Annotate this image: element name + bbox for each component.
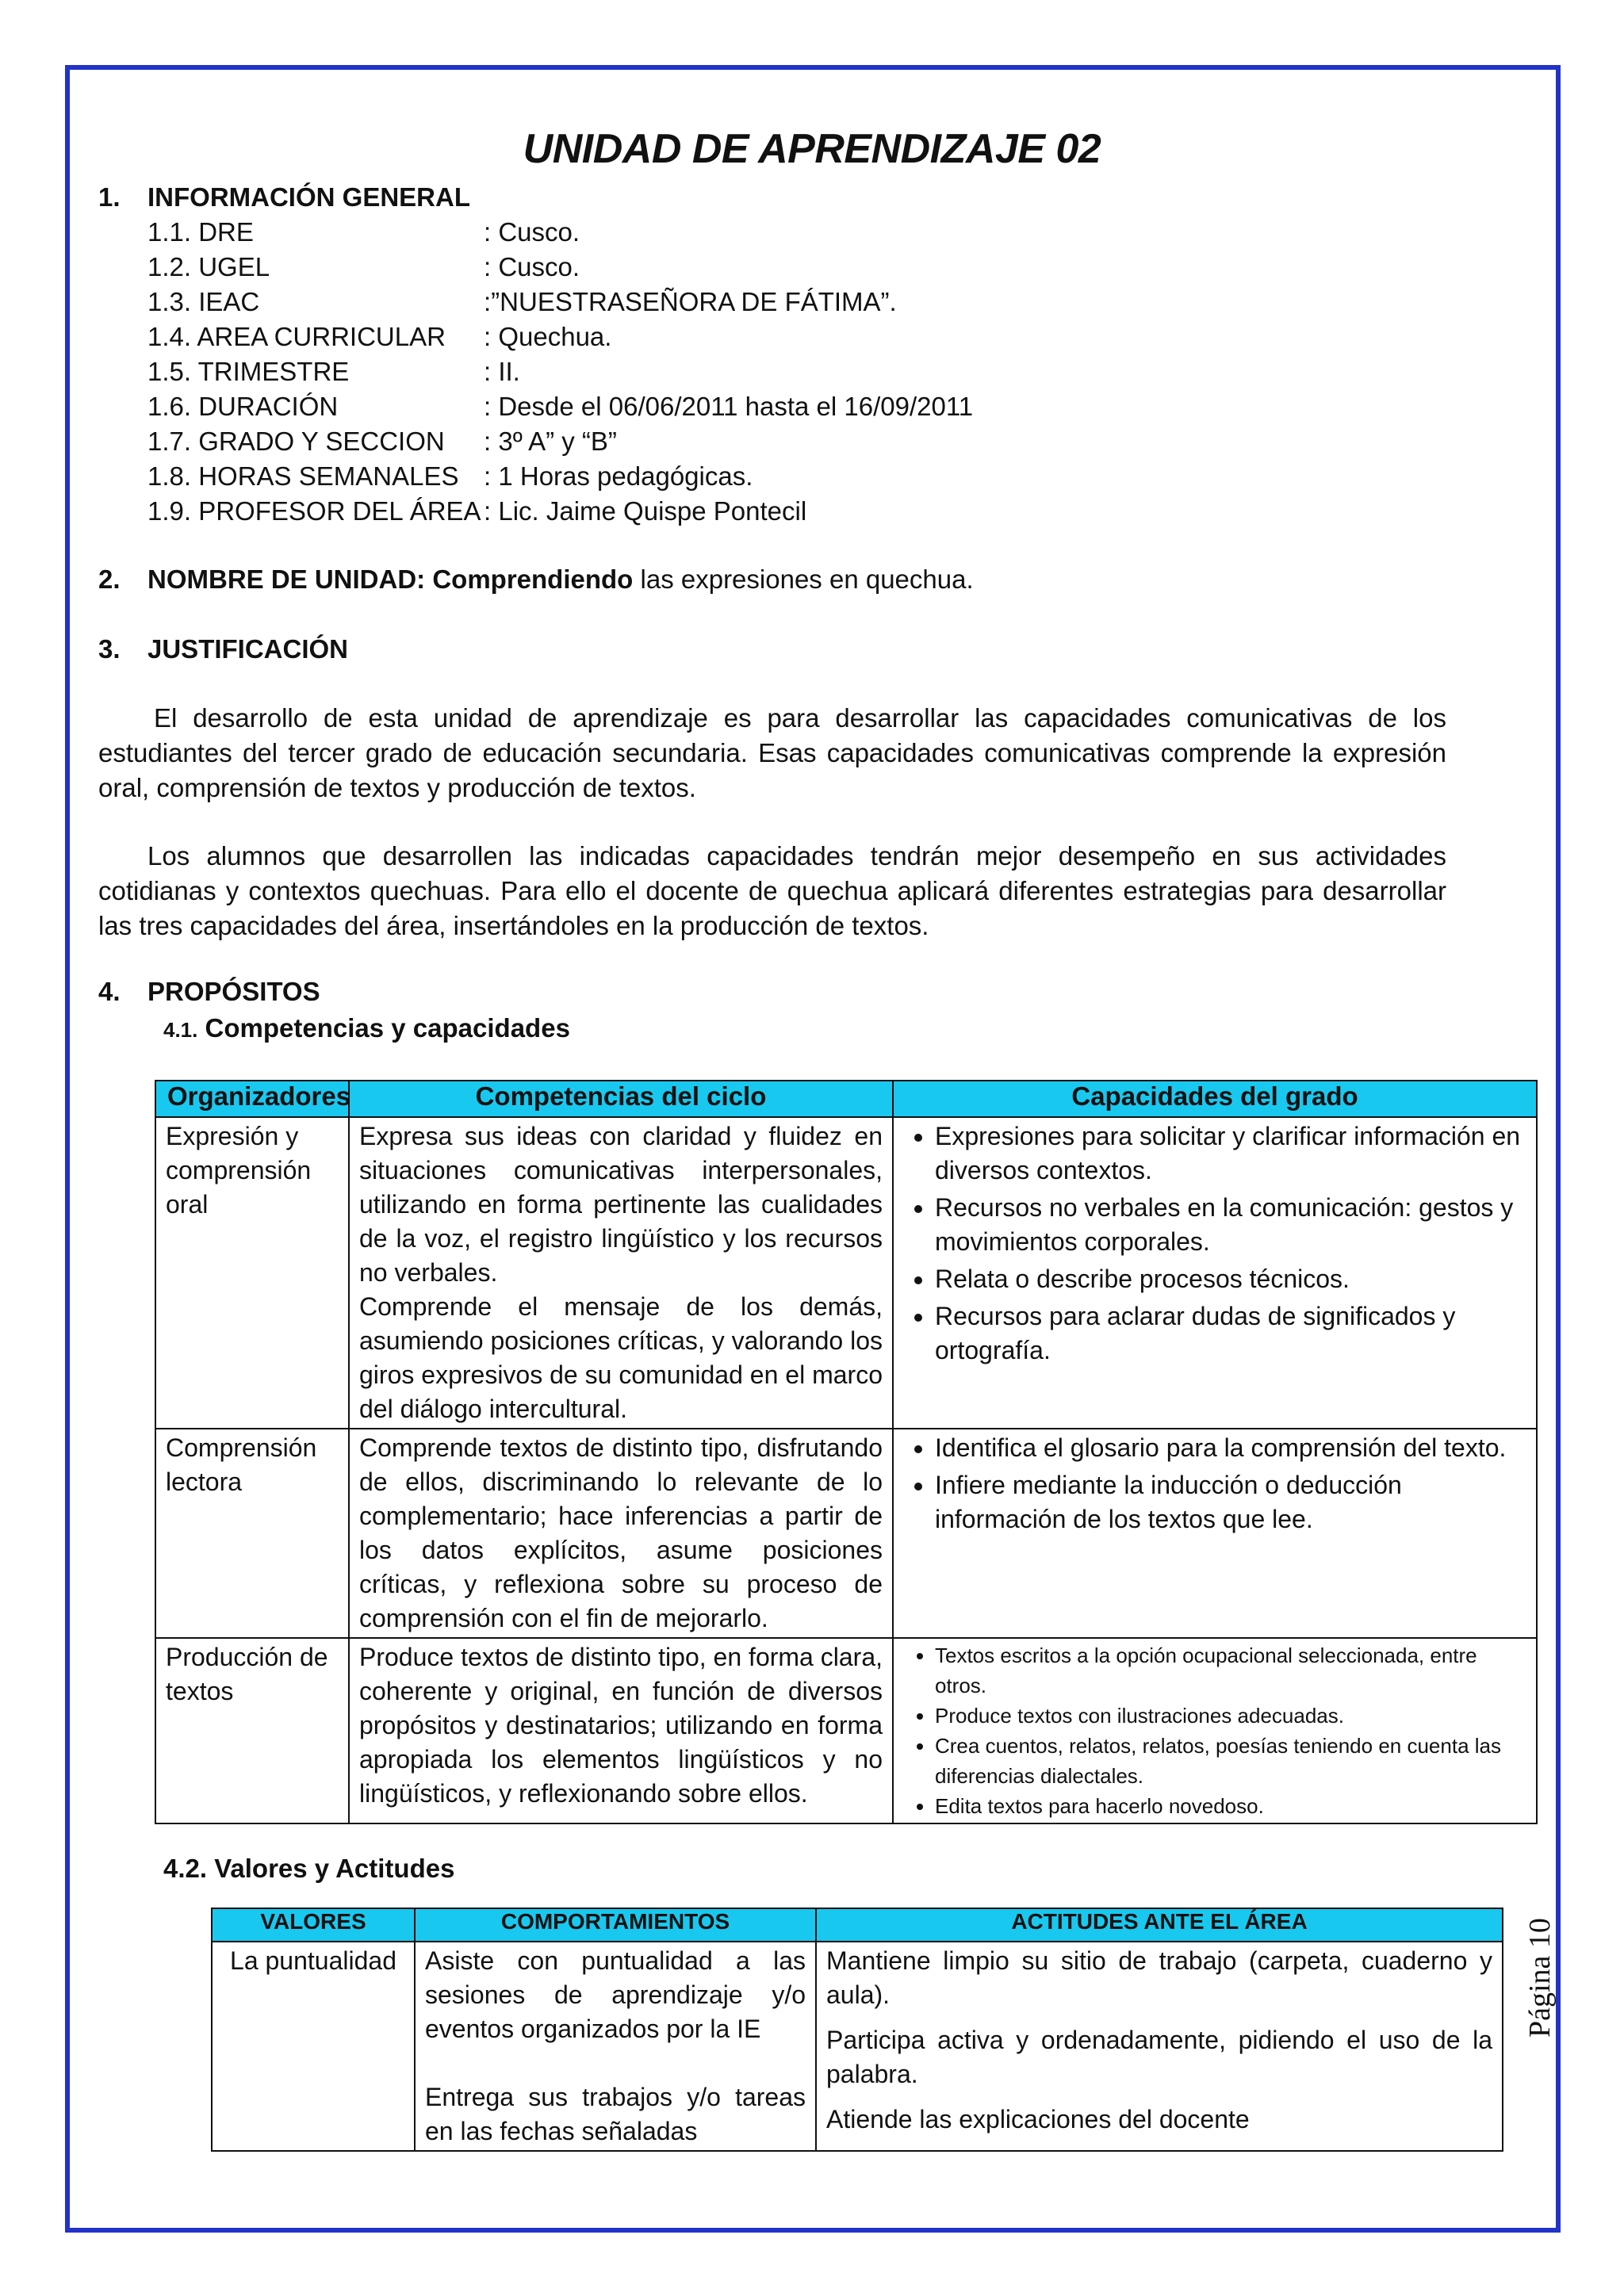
section-2-unit-name: 2. NOMBRE DE UNIDAD: Comprendiendo las expresiones en quechua. xyxy=(98,564,974,594)
table-row xyxy=(212,1942,1503,2151)
header-comportamientos: COMPORTAMIENTOS xyxy=(415,1908,816,1942)
list-item: • Edita textos para hacerlo novedoso. xyxy=(935,1791,1526,1821)
capacities-cell xyxy=(893,1117,1537,1429)
capacities-cell xyxy=(893,1429,1537,1638)
header-capacidades: Capacidades del grado xyxy=(893,1081,1537,1117)
page-title: UNIDAD DE APRENDIZAJE 02 xyxy=(523,126,1101,172)
table-row xyxy=(155,1117,1537,1429)
list-item: • Infiere mediante la inducción o deducción información de los textos que lee. xyxy=(935,1468,1526,1536)
header-competencias: Competencias del ciclo xyxy=(349,1081,893,1117)
table-row xyxy=(155,1429,1537,1638)
competency-cell: Comprende textos de distinto tipo, disfrutando de ellos, discriminando lo relevante de lo complementario; hace inferencias a partir de los datos explícitos, asume posiciones críticas, y reflexiona sobre su proceso de comprensión con el fin de mejorarlo. xyxy=(349,1429,893,1638)
page-number: Página 10 xyxy=(1523,1918,1557,2038)
table-row xyxy=(155,1638,1537,1823)
subsection-4-1-title: 4.1. Competencias y capacidades xyxy=(163,1013,570,1043)
list-item: • Identifica el glosario para la comprensión del texto. xyxy=(935,1431,1526,1465)
value-cell: La puntualidad xyxy=(212,1942,415,2151)
list-item: • Textos escritos a la opción ocupacional seleccionada, entre otros. xyxy=(935,1640,1526,1701)
competency-cell: Produce textos de distinto tipo, en forma clara, coherente y original, en función de diversos propósitos y destinatarios; utilizando en forma apropiada los elementos lingüísticos y no lingüísticos, y reflexionando sobre ellos. xyxy=(349,1638,893,1823)
justification-paragraph-1: El desarrollo de esta unidad de aprendizaje es para desarrollar las capacidades comunicativas de los estudiantes del tercer grado de educación secundaria. Esas capacidades comunicativas comprende la expresión oral, comprensión de textos y producción de textos. xyxy=(98,703,1446,802)
competencies-table xyxy=(155,1080,1538,1824)
section-4-heading: 4. PROPÓSITOS xyxy=(98,977,320,1006)
header-organizadores: Organizadores xyxy=(155,1081,349,1117)
behaviour-cell: Asiste con puntualidad a las sesiones de aprendizaje y/o eventos organizados por la IE Entrega sus trabajos y/o tareas en las fechas señaladas xyxy=(415,1942,816,2151)
list-item: • Expresiones para solicitar y clarificar información en diversos contextos. xyxy=(935,1119,1526,1188)
organizer-cell: Expresión y comprensión oral xyxy=(155,1117,349,1429)
list-item: • Produce textos con ilustraciones adecuadas. xyxy=(935,1701,1526,1731)
competencies-table-header xyxy=(155,1081,1537,1117)
list-item: • Recursos para aclarar dudas de significados y ortografía. xyxy=(935,1299,1526,1368)
capacities-cell xyxy=(893,1638,1537,1823)
header-valores: VALORES xyxy=(212,1908,415,1942)
subsection-4-2-title: 4.2. Valores y Actitudes xyxy=(163,1854,455,1883)
values-table-header xyxy=(212,1908,1503,1942)
organizer-cell: Comprensión lectora xyxy=(155,1429,349,1638)
attitude-cell: Mantiene limpio su sitio de trabajo (carpeta, cuaderno y aula). Participa activa y ordenadamente, pidiendo el uso de la palabra. Atiende las explicaciones del docente xyxy=(816,1942,1503,2151)
header-actitudes: ACTITUDES ANTE EL ÁREA xyxy=(816,1908,1503,1942)
list-item: • Recursos no verbales en la comunicación: gestos y movimientos corporales. xyxy=(935,1191,1526,1259)
section-1-heading: 1. INFORMACIÓN GENERAL xyxy=(98,182,470,212)
list-item: • Relata o describe procesos técnicos. xyxy=(935,1262,1526,1296)
organizer-cell: Producción de textos xyxy=(155,1638,349,1823)
competency-cell: Expresa sus ideas con claridad y fluidez en situaciones comunicativas interpersonales, utilizando en forma pertinente las cualidades de la voz, el registro lingüístico y los recursos no verbales. Comprende el mensaje de los demás, asumiendo posiciones críticas, y valorando los giros expresivos de su comunidad en el marco del diálogo intercultural. xyxy=(349,1117,893,1429)
justification-paragraph-2: Los alumnos que desarrollen las indicadas capacidades tendrán mejor desempeño en sus actividades cotidianas y contextos quechuas. Para ello el docente de quechua aplicará diferentes estrategias para desarrollar las tres capacidades del área, insertándoles en la producción de textos. xyxy=(98,841,1446,940)
section-3-heading: 3. JUSTIFICACIÓN xyxy=(98,634,349,664)
list-item: • Crea cuentos, relatos, relatos, poesías teniendo en cuenta las diferencias dialectales. xyxy=(935,1731,1526,1791)
values-table xyxy=(211,1908,1503,2152)
